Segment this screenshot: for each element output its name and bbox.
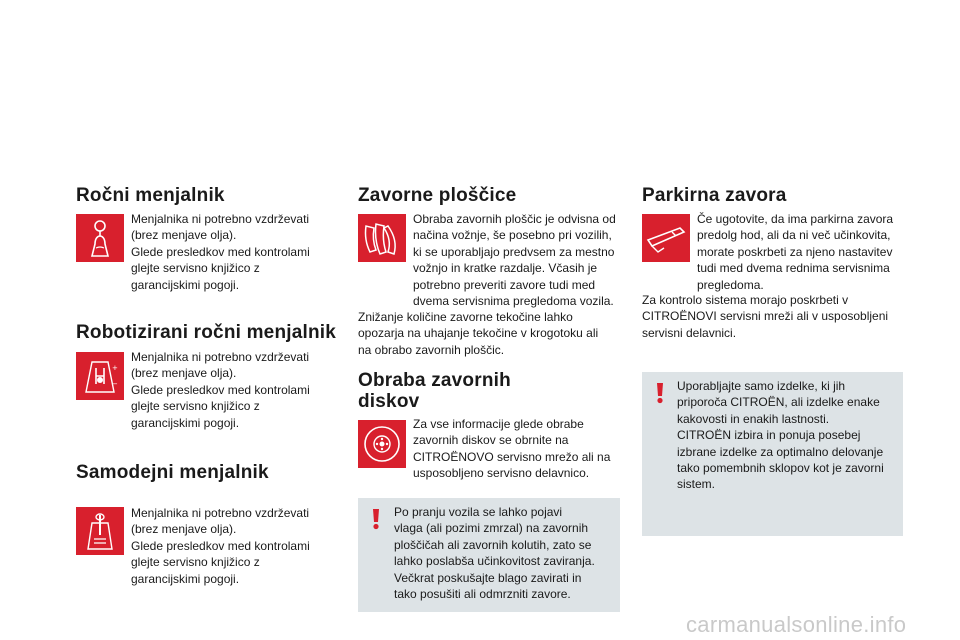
text-line: tako posušiti ali odmrzniti zavore. <box>394 587 571 602</box>
brake-moisture-note <box>358 498 620 612</box>
text-line: sistem. <box>677 477 716 492</box>
text-line: pregledoma. <box>697 277 764 292</box>
parking-brake-text <box>697 211 912 293</box>
text-line: Če ugotovite, da ima parkirna zavora <box>697 212 894 226</box>
warning-icon <box>650 382 670 404</box>
parking-brake-title: Parkirna zavora <box>642 185 787 206</box>
robotic-gearbox-text <box>131 349 331 431</box>
text-line: ki se uporabljajo predvsem za mestno <box>413 244 615 259</box>
text-line: (brez menjave olja). <box>131 228 237 243</box>
text-line: Znižanje količine zavorne tekočine lahko <box>358 310 573 324</box>
manual-gearbox-text <box>131 211 331 293</box>
text-line: na obrabo zavornih ploščic. <box>358 342 505 357</box>
text-line: tudi med dvema rednima servisnima <box>697 261 890 276</box>
brake-pads-title: Zavorne ploščice <box>358 185 517 206</box>
manual-gearbox-icon <box>76 214 124 262</box>
text-line: Glede presledkov med kontrolami <box>131 244 310 259</box>
text-line: Menjalnika ni potrebno vzdrževati <box>131 506 310 520</box>
svg-text:−: − <box>112 380 118 388</box>
automatic-gearbox-text <box>131 505 331 587</box>
title-line: Obraba zavornih <box>358 370 511 391</box>
text-line: glejte servisno knjižico z <box>131 399 260 414</box>
text-line: vlaga (ali pozimi zmrzal) na zavornih <box>394 521 589 536</box>
robotic-gearbox-icon <box>76 352 124 400</box>
text-line: zavornih diskov se obrnite na <box>413 433 569 448</box>
text-line: CITROËNOVI servisni mreži ali v usposobljeni <box>642 309 889 324</box>
text-line: lahko poslabša učinkovitost zaviranja. <box>394 554 595 569</box>
text-line: načina vožnje, še posebno pri vozilih, <box>413 228 612 243</box>
text-line: garancijskimi pogoji. <box>131 415 240 430</box>
citroen-products-note-text <box>677 378 899 493</box>
text-line: glejte servisno knjižico z <box>131 555 260 570</box>
text-line: (brez menjave olja). <box>131 366 237 381</box>
text-line: Večkrat poskušajte blago zavirati in <box>394 570 582 585</box>
text-line: Glede presledkov med kontrolami <box>131 538 310 553</box>
brake-discs-title <box>358 370 511 412</box>
manual-gearbox-title: Ročni menjalnik <box>76 185 225 206</box>
text-line: Za kontrolo sistema morajo poskrbeti v <box>642 293 849 307</box>
text-line: morate poskrbeti za njeno nastavitev <box>697 244 893 259</box>
automatic-gearbox-title: Samodejni menjalnik <box>76 462 269 483</box>
brake-pads-icon <box>358 214 406 262</box>
text-line: usposobljeno servisno delavnico. <box>413 466 590 481</box>
parking-brake-service-text <box>642 292 912 341</box>
watermark: carmanualsonline.info <box>686 612 907 637</box>
text-line: servisni delavnici. <box>642 325 737 340</box>
text-line: izbrane izdelke za optimalno delovanje <box>677 444 884 459</box>
text-line: garancijskimi pogoji. <box>131 277 240 292</box>
text-line: opozarja na uhajanje tekočine v krogotoku ali <box>358 326 599 341</box>
svg-text:+: + <box>112 364 118 372</box>
automatic-gearbox-icon <box>76 507 124 555</box>
text-line: dvema servisnima pregledoma vozila. <box>413 294 614 309</box>
text-line: CITROËN izbira in ponuja posebej <box>677 428 861 443</box>
text-line: ploščičah ali zavornih kolutih, zato se <box>394 537 592 552</box>
text-line: tako pomembnih sklopov kot je zavorni <box>677 461 884 476</box>
warning-icon <box>366 508 386 530</box>
text-line: Za vse informacije glede obrabe <box>413 417 584 431</box>
parking-brake-icon <box>642 214 690 262</box>
text-line: potrebno preveriti zavore tudi med <box>413 277 596 292</box>
text-line: Glede presledkov med kontrolami <box>131 382 310 397</box>
text-line: kakovosti in enakih lastnosti. <box>677 411 830 426</box>
robotic-gearbox-title: Robotizirani ročni menjalnik <box>76 322 337 343</box>
text-line: glejte servisno knjižico z <box>131 261 260 276</box>
text-line: (brez menjave olja). <box>131 522 237 537</box>
text-line: Menjalnika ni potrebno vzdrževati <box>131 350 310 364</box>
brake-moisture-note-text <box>394 504 616 602</box>
text-line: priporoča CITROËN, ali izdelke enake <box>677 395 880 410</box>
brake-pads-text <box>413 211 628 309</box>
text-line: CITROËNOVO servisno mrežo ali na <box>413 449 611 464</box>
text-line: garancijskimi pogoji. <box>131 571 240 586</box>
title-line: diskov <box>358 391 420 412</box>
citroen-products-note <box>642 372 903 536</box>
text-line: Menjalnika ni potrebno vzdrževati <box>131 212 310 226</box>
text-line: predolg hod, ali da ni več učinkovita, <box>697 228 891 243</box>
brake-fluid-text <box>358 309 628 358</box>
text-line: Obraba zavornih ploščic je odvisna od <box>413 212 616 226</box>
brake-disc-icon <box>358 420 406 468</box>
text-line: Uporabljajte samo izdelke, ki jih <box>677 379 846 393</box>
text-line: Po pranju vozila se lahko pojavi <box>394 505 563 519</box>
brake-discs-text <box>413 416 628 482</box>
text-line: vožnjo in kratke razdalje. Včasih je <box>413 261 598 276</box>
